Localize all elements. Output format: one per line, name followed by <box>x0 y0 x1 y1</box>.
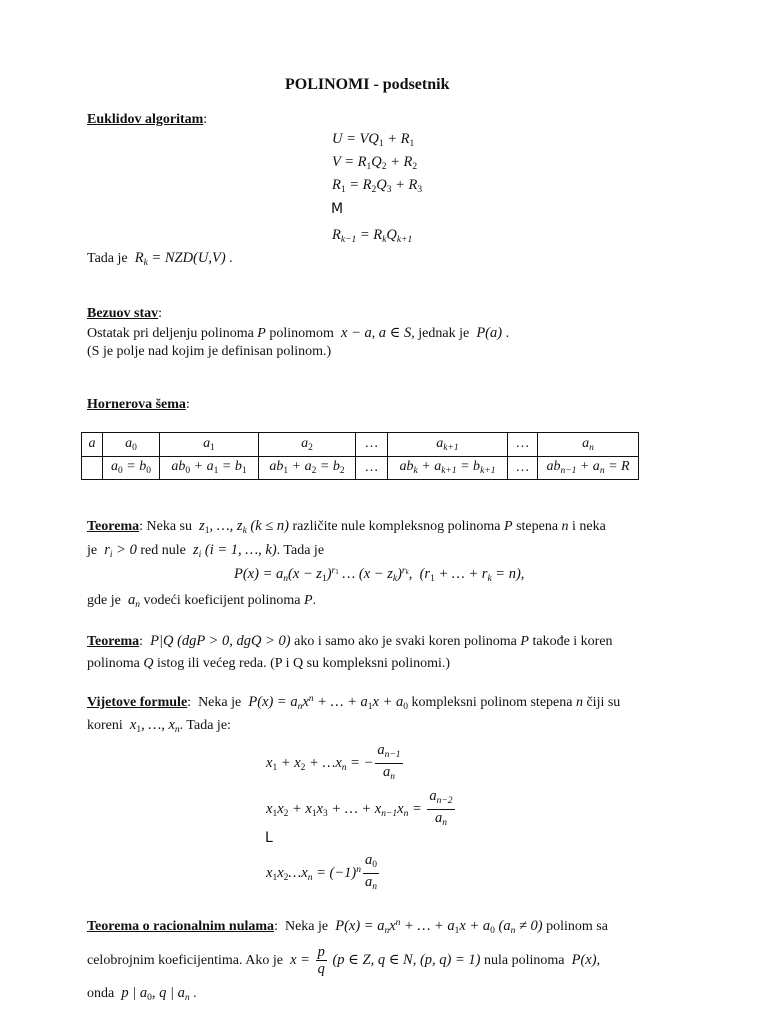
teorema2-heading: Teorema <box>87 634 140 649</box>
bezu-text-a: Ostatak pri deljenju polinoma <box>87 326 254 341</box>
table-cell: $a_0$ <box>103 433 160 457</box>
vertical-dots: M <box>331 201 344 217</box>
racional-text: onda <box>87 986 115 1001</box>
vijet-text: čiji su <box>586 695 621 710</box>
horner-heading-line <box>87 397 190 413</box>
table-cell: $ab_{n-1} + a_n = R$ <box>538 456 639 480</box>
teorema1-text: različite nule kompleksnog polinoma <box>292 519 501 534</box>
table-cell: $ab_k + a_{k+1} = b_{k+1}$ <box>388 456 508 480</box>
teorema1-text: je <box>87 543 98 558</box>
teorema1-line-1: Teorema: Neka su $z_1$, …, $z_k$ (k ≤ n) različite nule kompleksnog polinoma P stepena n i neka <box>87 518 606 536</box>
symbol-n: n <box>561 519 569 534</box>
bezu-line-1: Ostatak pri deljenju polinoma P polinomom x − a, a ∈ S, jednak je P(a) . <box>87 325 510 341</box>
teorema1-text: Tada je <box>283 543 325 558</box>
racional-text: celobrojnim koeficijentima. Ako je <box>87 952 283 968</box>
bezu-heading: Bezuov stav <box>87 306 159 321</box>
table-cell: $a_n$ <box>538 433 639 457</box>
colon: : <box>158 306 163 321</box>
teorema1-text: gde je <box>87 593 121 608</box>
horner-heading: Hornerova šema <box>87 397 186 412</box>
vertical-dots-2: L <box>265 830 273 846</box>
vijet-text: koreni <box>87 718 123 733</box>
bezu-text-c: jednak je <box>418 326 470 341</box>
racional-text: nula polinoma <box>484 952 565 968</box>
teorema1-text: stepena <box>516 519 559 534</box>
bezu-text-b: polinomom <box>269 326 334 341</box>
teorema1-line-4: gde je $a_n$ vodeći koeficijent polinoma P. <box>87 592 317 610</box>
teorema1-text: red nule <box>140 543 186 558</box>
table-cell: … <box>356 433 388 457</box>
teorema2-line-2: polinoma Q istog ili većeg reda. (P i Q su kompleksni polinomi.) <box>87 656 451 671</box>
table-cell: $a_0 = b_0$ <box>103 456 160 480</box>
teorema1-text: i neka <box>572 519 606 534</box>
table-cell: $a_1$ <box>160 433 259 457</box>
racional-line-2: celobrojnim koeficijentima. Ako je x = $\frac{p}{q}$ (p ∈ Z, q ∈ N, (p, q) = 1) nula polinoma P(x), <box>87 944 601 977</box>
table-row <box>82 456 639 480</box>
euklid-eq-k: $R_{k-1} = R_kQ_{k+1}$ <box>332 227 413 245</box>
racional-line-1: Teorema o racionalnim nulama: Neka je $P(x) = a_nx^n$ + … + $a_1x + a_0$ $(a_n \ne 0)$ polinom sa <box>87 918 608 936</box>
euklid-eq-3: $R_1 = R_2Q_3 + R_3$ <box>332 177 423 195</box>
table-cell: $a_{k+1}$ <box>388 433 508 457</box>
euklid-heading-line <box>87 112 207 128</box>
racional-heading: Teorema o racionalnim nulama <box>87 919 275 934</box>
vijet-text: kompleksni polinom stepena <box>411 695 573 710</box>
table-cell: $ab_0 + a_1 = b_1$ <box>160 456 259 480</box>
vijet-formula-3: $x_1x_2\dots x_n = (-1)^n$ $\frac{a_0}{a_n}$ <box>266 852 377 892</box>
period: . <box>229 251 233 266</box>
racional-line-3: onda p | $a_0$, q | $a_n$ . <box>87 985 197 1003</box>
bezu-line-2: (S je polje nad kojim je definisan polinom.) <box>87 344 332 359</box>
teorema1-text: vodeći koeficijent polinoma <box>143 593 301 608</box>
teorema2-line-1: Teorema: P|Q (dgP > 0, dgQ > 0) ako i samo ako je svaki koren polinoma P takođe i koren <box>87 633 613 649</box>
vijet-formula-2: $x_1x_2 + x_1x_3$ + … + $x_{n-1}x_n$ = $\frac{a_{n-2}}{a_n}$ <box>266 788 453 828</box>
teorema1-text: Neka su <box>146 519 192 534</box>
vijet-text: Tada je: <box>186 718 231 733</box>
horner-table <box>81 432 639 480</box>
vijet-line-2: koreni $x_1$, …, $x_n$. Tada je: <box>87 717 231 735</box>
table-cell: … <box>508 433 538 457</box>
symbol-p: P <box>520 634 529 649</box>
euklid-eq-2: $V = R_1Q_2 + R_2$ <box>332 154 418 172</box>
euklid-eq-1: $U = VQ_1 + R_1$ <box>332 131 415 149</box>
table-cell: … <box>508 456 538 480</box>
vijet-heading: Vijetove formule <box>87 695 188 710</box>
colon: : <box>203 112 208 127</box>
teorema2-text: takođe i koren <box>532 634 613 649</box>
table-cell: $a_2$ <box>259 433 356 457</box>
racional-text: polinom sa <box>546 919 608 934</box>
teorema1-formula: $P(x) = a_n(x - z_1)^{r_1}$ … $(x - z_k)^{r_k}$, ($r_1$ + … + $r_k = n$), <box>234 566 525 584</box>
teorema1-line-2: je $r_i > 0$ red nule $z_i$ (i = 1, …, k). Tada je <box>87 542 325 560</box>
table-cell: $ab_1 + a_2 = b_2$ <box>259 456 356 480</box>
teorema1-heading: Teorema <box>87 519 140 534</box>
vijet-line-1: Vijetove formule: Neka je $P(x) = a_nx^n$ + … + $a_1x + a_0$ kompleksni polinom stepena n čiji su <box>87 694 621 712</box>
vijet-formula-1: $x_1 + x_2$ + $\dots x_n$ = − $\frac{a_{n-1}}{a_n}$ <box>266 742 401 782</box>
table-row <box>82 433 639 457</box>
vijet-text: Neka je <box>198 695 242 710</box>
table-cell <box>82 456 103 480</box>
table-cell: … <box>356 456 388 480</box>
symbol-p: P <box>504 519 513 534</box>
symbol-p: P <box>257 326 266 341</box>
euklid-conclusion: Tada je $R_k = NZD(U,V)$ . <box>87 250 233 268</box>
bezu-heading-line <box>87 306 162 322</box>
racional-text: Neka je <box>284 919 329 934</box>
teorema2-text: ako i samo ako je svaki koren polinoma <box>294 634 517 649</box>
page-title: POLINOMI - podsetnik <box>285 76 450 93</box>
tada-je: Tada je <box>87 251 128 266</box>
symbol-p: P <box>304 593 313 608</box>
colon: : <box>185 397 190 412</box>
euklid-heading: Euklidov algoritam <box>87 112 204 127</box>
table-cell: a <box>82 433 103 457</box>
